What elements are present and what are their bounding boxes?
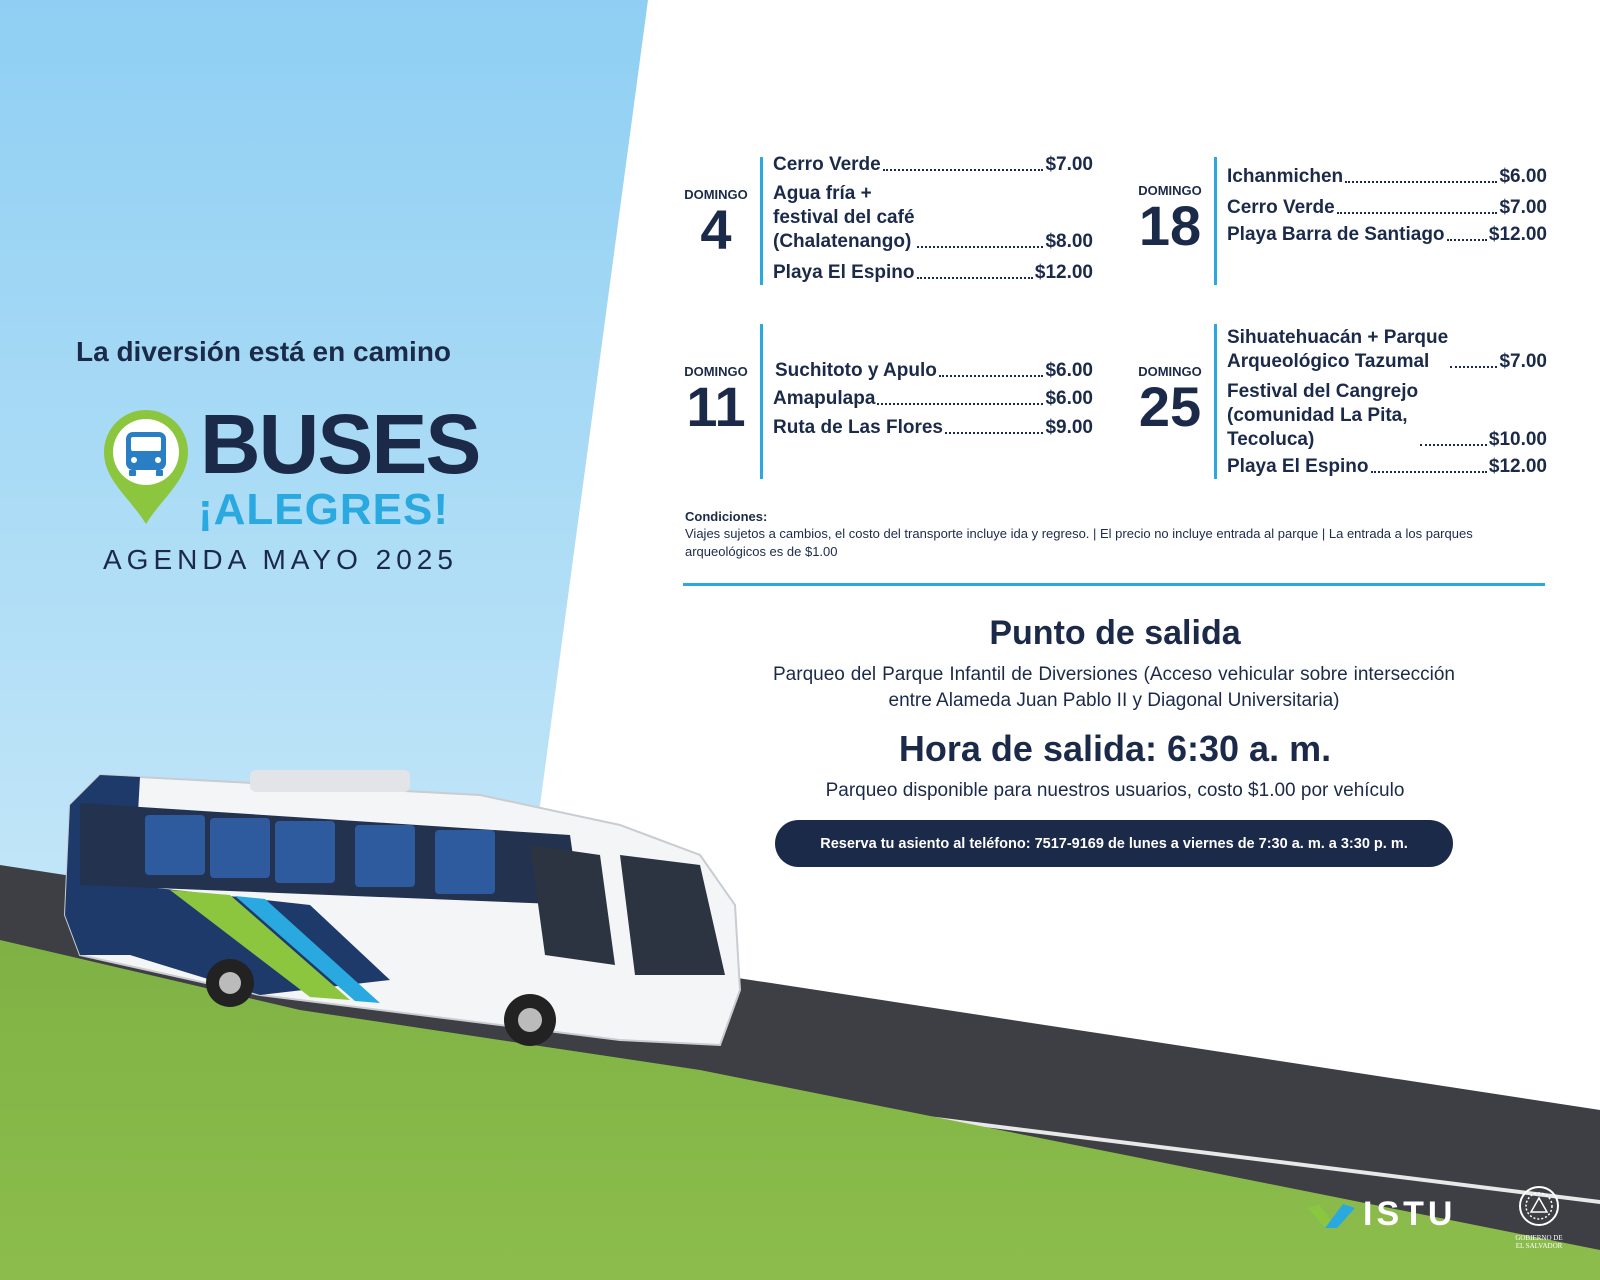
day-4 <box>677 187 755 261</box>
divider-line <box>1214 324 1217 479</box>
logo-alegres-text: ¡ALEGRES! <box>198 485 449 534</box>
seal-icon <box>1517 1184 1561 1228</box>
list-item: Cerro Verde $7.00 <box>1227 197 1547 218</box>
list-item: Playa El Espino $12.00 <box>773 262 1093 283</box>
divider-line <box>760 157 763 285</box>
day-label: DOMINGO <box>684 364 748 379</box>
departure-title: Punto de salida <box>989 614 1241 652</box>
istu-logo <box>1305 1195 1456 1234</box>
list-item: Sihuatehuacán + Parque Arqueológico Tazumal $7.00 <box>1227 327 1547 372</box>
departure-place: Parqueo del Parque Infantil de Diversiones (Acceso vehicular sobre intersección entre Alameda Juan Pablo II y Diagonal Universitaria) <box>773 664 1455 711</box>
buses-alegres-logo <box>100 397 500 534</box>
istu-mark-icon <box>1305 1200 1357 1230</box>
conditions-text: Viajes sujetos a cambios, el costo del transporte incluye ida y regreso. | El precio no incluye entrada al parque | La entrada a los parques arqueológicos es de $1.00 <box>685 526 1473 559</box>
list-item: Suchitoto y Apulo $6.00 <box>775 360 1093 381</box>
day-label: DOMINGO <box>1138 364 1202 379</box>
day-label: DOMINGO <box>684 187 748 202</box>
government-text: GOBIERNO DE EL SALVADOR <box>1515 1234 1563 1250</box>
bus-pin-icon <box>100 408 192 526</box>
day-label: DOMINGO <box>1138 183 1202 198</box>
list-item: Playa El Espino $12.00 <box>1227 456 1547 477</box>
bus-illustration <box>60 765 750 1065</box>
day-25 <box>1131 364 1209 438</box>
divider-line <box>1214 157 1217 285</box>
day-number: 11 <box>686 375 746 438</box>
section-divider <box>683 583 1545 586</box>
day-number: 25 <box>1138 375 1202 438</box>
day-11 <box>677 364 755 438</box>
departure-time: Hora de salida: 6:30 a. m. <box>898 728 1332 769</box>
agenda-title: AGENDA MAYO 2025 <box>103 544 458 575</box>
government-seal <box>1504 1184 1574 1250</box>
list-item: Playa Barra de Santiago $12.00 <box>1227 224 1547 245</box>
istu-text: ISTU <box>1363 1195 1457 1233</box>
list-item: Ichanmichen $6.00 <box>1227 166 1547 187</box>
tagline: La diversión está en camino <box>76 336 452 367</box>
list-item: Festival del Cangrejo (comunidad La Pita, Tecoluca) $10.00 <box>1227 381 1547 450</box>
parking-info: Parqueo disponible para nuestros usuarios, costo $1.00 por vehículo <box>825 780 1405 801</box>
list-item: Cerro Verde $7.00 <box>773 154 1093 175</box>
divider-line <box>760 324 763 479</box>
logo-buses-text: BUSES <box>200 397 480 491</box>
day-number: 4 <box>700 198 732 261</box>
day-18 <box>1131 183 1209 257</box>
day-number: 18 <box>1138 194 1202 257</box>
reserve-banner: Reserva tu asiento al teléfono: 7517-9169 de lunes a viernes de 7:30 a. m. a 3:30 p. m. <box>775 820 1453 867</box>
list-item: Agua fría + festival del café (Chalatenango) $8.00 <box>773 183 1093 252</box>
conditions-title: Condiciones: <box>685 509 768 524</box>
list-item: Ruta de Las Flores $9.00 <box>773 417 1093 438</box>
list-item: Amapulapa $6.00 <box>773 388 1093 409</box>
